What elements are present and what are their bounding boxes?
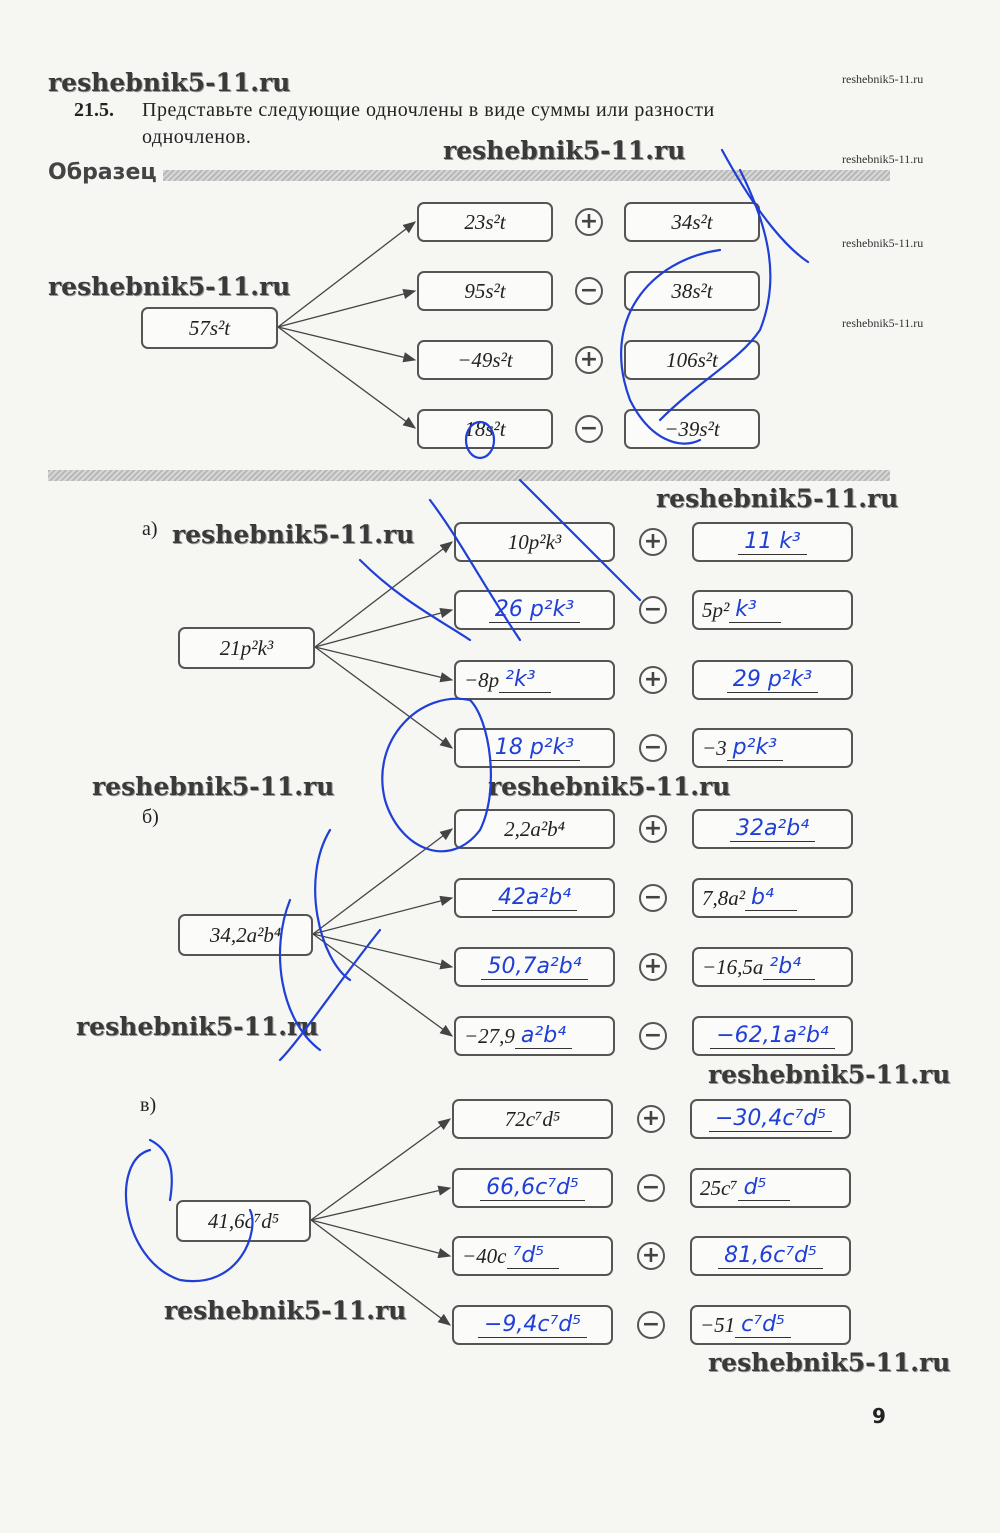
watermark-small: reshebnik5-11.ru [842, 236, 924, 250]
answer-field[interactable]: k³ [729, 598, 781, 623]
part-c-right-box: −51 c⁷d⁵ [690, 1305, 851, 1345]
answer-field[interactable]: 26 p²k³ [489, 598, 580, 623]
part-c-source-box: 41,6c⁷d⁵ [176, 1200, 311, 1242]
watermark: reshebnik5-11.ru [443, 136, 686, 165]
answer-field[interactable]: ²k³ [499, 668, 551, 693]
minus-icon: − [639, 884, 667, 912]
minus-icon: − [639, 596, 667, 624]
answer-field[interactable]: 81,6c⁷d⁵ [718, 1244, 823, 1269]
sample-left-box: 23s²t [417, 202, 553, 242]
plus-icon: + [637, 1242, 665, 1270]
part-a-left-box: −8p ²k³ [454, 660, 615, 700]
part-a-right-box: −3 p²k³ [692, 728, 853, 768]
sample-source-box: 57s²t [141, 307, 278, 349]
page-number: 9 [872, 1404, 886, 1428]
answer-field[interactable]: a²b⁴ [515, 1024, 572, 1049]
watermark: reshebnik5-11.ru [48, 68, 291, 97]
part-a-label: а) [142, 518, 158, 540]
part-b-right-box: −16,5a ²b⁴ [692, 947, 853, 987]
plus-icon: + [575, 346, 603, 374]
answer-field[interactable]: −62,1a²b⁴ [710, 1024, 835, 1049]
plus-icon: + [639, 953, 667, 981]
answer-field[interactable]: c⁷d⁵ [735, 1313, 791, 1338]
watermark: reshebnik5-11.ru [92, 772, 335, 801]
sample-right-box: 106s²t [624, 340, 760, 380]
part-b-right-box: 7,8a² b⁴ [692, 878, 853, 918]
sample-right-box: 34s²t [624, 202, 760, 242]
watermark: reshebnik5-11.ru [76, 1012, 319, 1041]
sample-right-box: 38s²t [624, 271, 760, 311]
watermark: reshebnik5-11.ru [164, 1296, 407, 1325]
sample-left-box: 95s²t [417, 271, 553, 311]
part-c-left-box: −40c ⁷d⁵ [452, 1236, 613, 1276]
watermark: reshebnik5-11.ru [172, 520, 415, 549]
sample-left-box: −49s²t [417, 340, 553, 380]
minus-icon: − [637, 1311, 665, 1339]
watermark: reshebnik5-11.ru [708, 1060, 951, 1089]
plus-icon: + [639, 528, 667, 556]
answer-field[interactable]: −30,4c⁷d⁵ [709, 1107, 832, 1132]
part-b-left-box: −27,9 a²b⁴ [454, 1016, 615, 1056]
part-b-left-box: 2,2a²b⁴ [454, 809, 615, 849]
minus-icon: − [575, 415, 603, 443]
task-number: 21.5. [74, 99, 114, 121]
answer-field[interactable]: ⁷d⁵ [507, 1244, 559, 1269]
part-a-source-box: 21p²k³ [178, 627, 315, 669]
part-b-source-box: 34,2a²b⁴ [178, 914, 313, 956]
answer-field[interactable]: 18 p²k³ [489, 736, 580, 761]
answer-field[interactable]: 29 p²k³ [727, 668, 818, 693]
part-c-right-box: 25c⁷ d⁵ [690, 1168, 851, 1208]
answer-field[interactable]: 50,7a²b⁴ [481, 955, 587, 980]
watermark: reshebnik5-11.ru [656, 484, 899, 513]
watermark: reshebnik5-11.ru [708, 1348, 951, 1377]
minus-icon: − [639, 1022, 667, 1050]
answer-field[interactable]: d⁵ [738, 1176, 790, 1201]
watermark-small: reshebnik5-11.ru [842, 72, 924, 86]
sample-left-box: 18s²t [417, 409, 553, 449]
answer-field[interactable]: ²b⁴ [763, 955, 815, 980]
answer-field[interactable]: 42a²b⁴ [492, 886, 577, 911]
answer-field[interactable]: 32a²b⁴ [730, 817, 815, 842]
part-c-left-box: 72c⁷d⁵ [452, 1099, 613, 1139]
plus-icon: + [575, 208, 603, 236]
answer-field[interactable]: −9,4c⁷d⁵ [478, 1313, 587, 1338]
part-a-left-box: 10p²k³ [454, 522, 615, 562]
answer-field[interactable]: b⁴ [745, 886, 797, 911]
sample-right-box: −39s²t [624, 409, 760, 449]
part-b-label: б) [142, 806, 159, 828]
watermark: reshebnik5-11.ru [48, 272, 291, 301]
task-text-line2: одночленов. [142, 126, 252, 148]
answer-field[interactable]: 11 k³ [738, 530, 807, 555]
watermark: reshebnik5-11.ru [488, 772, 731, 801]
plus-icon: + [639, 666, 667, 694]
minus-icon: − [637, 1174, 665, 1202]
part-c-label: в) [140, 1094, 157, 1116]
task-text-line1: Представьте следующие одночлены в виде суммы или разности [142, 99, 715, 121]
answer-field[interactable]: 66,6c⁷d⁵ [480, 1176, 585, 1201]
sample-heading: Образец [48, 160, 163, 185]
watermark-small: reshebnik5-11.ru [842, 152, 924, 166]
plus-icon: + [637, 1105, 665, 1133]
minus-icon: − [639, 734, 667, 762]
watermark-small: reshebnik5-11.ru [842, 316, 924, 330]
minus-icon: − [575, 277, 603, 305]
part-a-right-box: 5p² k³ [692, 590, 853, 630]
answer-field[interactable]: p²k³ [727, 736, 783, 761]
plus-icon: + [639, 815, 667, 843]
